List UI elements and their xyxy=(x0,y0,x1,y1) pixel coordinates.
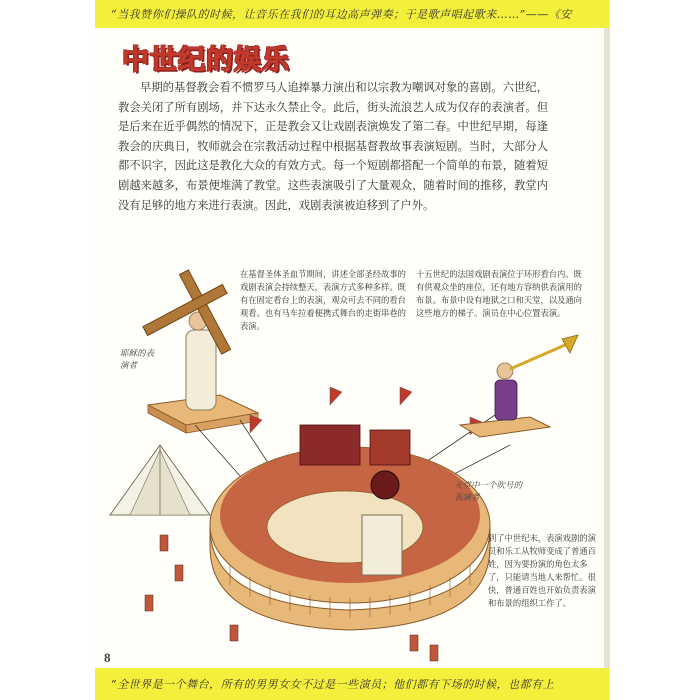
header-quote: “当我赞你们操队的时候，让音乐在我们的耳边高声弹奏；于是歌声唱起歌来……”——《安 xyxy=(111,8,572,21)
header-quote-bar xyxy=(95,0,609,28)
corpus-christi-note: 在基督圣体圣血节期间，讲述全部圣经故事的戏剧表演会持续整天，表演方式多种多样。既有在固定看台上的表演，观众可去不同的看台观看。也有马车拉着便携式舞台的走街串巷的表演。 xyxy=(240,269,406,331)
french-theatre-note: 十五世纪的法国戏剧表演位于环形看台内。既有供观众坐的座位，还有地方容纳供表演用的布景。布景中设有地狱之口和天堂，以及通向这些地方的梯子。演员在中心位置表演。 xyxy=(416,269,582,318)
circular-theatre-illustration xyxy=(210,387,490,630)
footer-quote: “全世界是一个舞台，所有的男男女女不过是一些演员；他们都有下场的时候，也都有上 xyxy=(111,678,555,691)
page-edge xyxy=(604,0,610,700)
late-middle-ages-note: 到了中世纪末，表演戏剧的演员和乐工从牧师变成了普通百姓，因为要扮演的角色太多了，只能请当地人来帮忙。很快，普通百姓也开始负责表演和布景的组织工作了。 xyxy=(488,533,596,608)
page-title: 中世纪的娱乐 xyxy=(122,45,290,76)
trumpet-performer-caption: 天堂中一个吹号的表演者 xyxy=(454,481,523,503)
jesus-performer-caption: 耶稣的表演者 xyxy=(120,349,155,371)
page-number: 8 xyxy=(104,650,111,665)
tent-illustration xyxy=(110,445,210,515)
intro-paragraph: 早期的基督教会看不惯罗马人追捧暴力演出和以宗教为嘲讽对象的喜剧。六世纪，教会关闭了所有剧场，并下达永久禁止令。此后，街头流浪艺人成为仅存的表演者。但是后来在近乎偶然的情况下，正是教会又让戏剧表演焕发了第二春。中世纪早期，每逢教会的庆典日，牧师就会在宗教活动过程中根据基督教故事表演短剧。当时，大部分人都不识字，因此这是教化大众的有效方式。每一个短剧都搭配一个简单的布景，随着短剧越来越多，布景便堆满了教堂。这些表演吸引了大量观众，随着时间的推移，教堂内没有足够的地方来进行表演。因此，戏剧表演被迫移到了户外。 xyxy=(118,81,548,212)
footer-quote-bar xyxy=(95,668,609,700)
